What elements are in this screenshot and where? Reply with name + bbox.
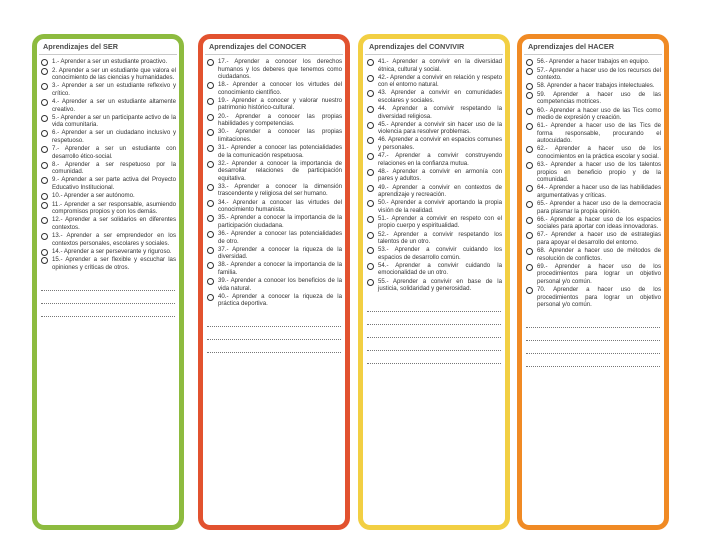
checklist-item-text: 56.- Aprender a hacer trabajos en equipo. [537,58,650,65]
checkbox-circle-icon[interactable] [207,82,214,89]
checklist-item-text: 47.- Aprender a convivir construyendo relaciones en la confianza mutua. [378,152,502,167]
checklist-item [40,58,176,66]
checkbox-circle-icon[interactable] [367,263,374,270]
checkbox-circle-icon[interactable] [367,169,374,176]
checklist-item-text: 57.- Aprender a hacer uso de los recursos del contexto. [537,66,661,82]
checklist-item [206,58,342,81]
checklist-item [366,89,502,104]
checklist-item-text: 52.- Aprender a convivir respetando los talentos de un otro. [378,230,502,246]
dotted-writing-line[interactable] [41,291,175,304]
checklist [37,55,179,271]
checklist-item-text: 19.- Aprender a conocer y valorar nuestro patrimonio histórico-cultural. [218,96,342,112]
checklist-item-text: 31.- Aprender a conocer las potencialidades de la comunicación respetuosa. [218,143,342,159]
checklist-item [525,67,661,82]
checkbox-circle-icon[interactable] [526,146,533,153]
checkbox-circle-icon[interactable] [207,98,214,105]
checklist-item-text: 6.- Aprender a ser un ciudadano inclusivo y respetuoso. [52,129,176,144]
checklist-item-text: 36.- Aprender a conocer las potencialidades de otro. [218,229,342,245]
checklist-item [206,277,342,292]
checklist-item [525,145,661,160]
checklist-item [206,246,342,261]
checklist-item-text: 30.- Aprender a conocer las propias limitaciones. [218,128,342,143]
writing-lines [363,293,505,364]
checkbox-circle-icon[interactable] [41,202,48,209]
dotted-writing-line[interactable] [526,341,660,354]
checkbox-circle-icon[interactable] [526,108,533,115]
checklist-item [525,184,661,199]
dotted-writing-line[interactable] [41,304,175,317]
checkbox-circle-icon[interactable] [41,99,48,106]
checklist-item-text: 62.- Aprender a hacer uso de los conocimientos en la práctica escolar y social. [537,145,661,161]
checklist-item [525,58,661,66]
checklist-item [525,122,661,145]
checklist-item [366,136,502,151]
checkbox-circle-icon[interactable] [41,162,48,169]
checkbox-circle-icon[interactable] [41,193,48,200]
checklist-item [366,278,502,293]
checklist-item-text: 69.- Aprender a hacer uso de los procedimientos para lograr un objetivo personal y/o común. [537,262,661,285]
checkbox-circle-icon[interactable] [41,115,48,122]
checklist-item [366,168,502,183]
checklist-item-text: 58. Aprender a hacer trabajos intelectuales. [537,82,655,90]
card-title: Aprendizajes del SER [39,39,177,55]
checklist-item-text: 51.- Aprender a convivir en respeto con el propio cuerpo y espiritualidad. [378,214,502,230]
dotted-writing-line[interactable] [526,354,660,367]
checkbox-circle-icon[interactable] [207,161,214,168]
dotted-writing-line[interactable] [367,351,501,364]
checklist-item-text: 66.- Aprender a hacer uso de los espacios sociales para aportar con ideas innovadoras. [537,215,661,231]
checklist-item [525,161,661,184]
dotted-writing-line[interactable] [526,315,660,328]
checklist-item-text: 45.- Aprender a convivir sin hacer uso de la violencia para resolver problemas. [378,120,502,136]
card-convivir [358,34,510,530]
card-title: Aprendizajes del CONVIVIR [365,39,503,55]
checklist-item [206,230,342,245]
checklist-item [366,184,502,199]
checkbox-circle-icon[interactable] [367,232,374,239]
checklist-item [366,262,502,277]
dotted-writing-line[interactable] [367,325,501,338]
checklist-item [366,231,502,246]
checklist-item [40,256,176,271]
checklist-item [366,74,502,89]
checkbox-circle-icon[interactable] [207,278,214,285]
checklist-item [206,160,342,183]
writing-lines [203,308,345,353]
checklist-item [40,114,176,129]
checklist-item [40,176,176,191]
checklist-item [206,144,342,159]
checklist-item-text: 46. Aprender a convivir en espacios comunes y personales. [378,136,502,151]
checklist-item [525,82,661,90]
checkbox-circle-icon[interactable] [526,68,533,75]
checklist-item-text: 39.- Aprender a conocer los beneficios de la vida natural. [218,277,342,292]
card-title: Aprendizajes del CONOCER [205,39,343,55]
checklist-item-text: 9.- Aprender a ser parte activa del Proyecto Educativo Institucional. [52,176,176,191]
checkbox-circle-icon[interactable] [41,249,48,256]
checklist-item [525,286,661,309]
checklist-item [206,214,342,229]
dotted-writing-line[interactable] [41,278,175,291]
checklist-item-text: 5.- Aprender a ser un participante activo de la vida comunitaria. [52,113,176,129]
checklist-item-text: 68. Aprender a hacer uso de métodos de resolución de conflictos. [537,247,661,262]
checklist-item [40,67,176,82]
checklist-item [525,200,661,215]
checkbox-circle-icon[interactable] [41,217,48,224]
checkbox-circle-icon[interactable] [41,233,48,240]
dotted-writing-line[interactable] [207,314,341,327]
checkbox-circle-icon[interactable] [526,92,533,99]
checklist-item-text: 34.- Aprender a conocer las virtudes del conocimiento humanista. [218,198,342,214]
card-hacer [517,34,669,530]
checklist [522,55,664,309]
checkbox-circle-icon[interactable] [526,59,533,66]
dotted-writing-line[interactable] [207,340,341,353]
checklist-item-text: 61.- Aprender a hacer uso de las Tics de forma responsable, procurando el autocuidado. [537,122,661,145]
checkbox-circle-icon[interactable] [526,232,533,239]
checklist-item [366,152,502,167]
checkbox-circle-icon[interactable] [367,122,374,129]
checkbox-circle-icon[interactable] [367,106,374,113]
checkbox-circle-icon[interactable] [526,264,533,271]
checkbox-circle-icon[interactable] [207,231,214,238]
checkbox-circle-icon[interactable] [207,114,214,121]
checkbox-circle-icon[interactable] [367,153,374,160]
checklist-item [525,247,661,262]
checkbox-circle-icon[interactable] [367,90,374,97]
checkbox-circle-icon[interactable] [41,257,48,264]
checklist-item-text: 2. Aprender a ser un estudiante que valora el conocimiento de las ciencias y humanidades. [52,66,176,82]
checklist-item [366,215,502,230]
checkbox-circle-icon[interactable] [41,83,48,90]
checkbox-circle-icon[interactable] [207,59,214,66]
checkbox-circle-icon[interactable] [41,146,48,153]
checkbox-circle-icon[interactable] [526,201,533,208]
checklist-item-text: 38.- Aprender a conocer la importancia de la familia. [218,261,342,276]
writing-lines [37,272,179,317]
checklist-item-text: 12.- Aprender a ser solidarios en diferentes contextos. [52,216,176,231]
checklist-item-text: 70. Aprender a hacer uso de los procedimientos para lograr un objetivo personal y/o común. [537,286,661,309]
checkbox-circle-icon[interactable] [367,279,374,286]
checkbox-circle-icon[interactable] [526,217,533,224]
checklist-item [206,293,342,308]
checklist-item-text: 32.- Aprender a conocer la importancia de desarrollar relaciones de participación equitativa. [218,159,342,182]
checklist-item-text: 64.- Aprender a hacer uso de las habilidades argumentativas y críticas. [537,184,661,199]
checklist-item [206,113,342,128]
checklist-item [206,128,342,143]
checkbox-circle-icon[interactable] [207,200,214,207]
checklist-item-text: 67.- Aprender a hacer uso de estrategias para apoyar el desarrollo del entorno. [537,231,661,247]
checkbox-circle-icon[interactable] [41,68,48,75]
checklist [363,55,505,293]
checkbox-circle-icon[interactable] [367,200,374,207]
checklist-item-text: 10.- Aprender a ser autónomo. [52,192,135,200]
checklist-item-text: 35.- Aprender a conocer la importancia de la participación ciudadana. [218,214,342,229]
checklist-item-text: 65.- Aprender a hacer uso de la democracia para plasmar la propia opinión. [537,200,661,215]
checkbox-circle-icon[interactable] [207,215,214,222]
checklist-item-text: 15.- Aprender a ser flexible y escuchar las opiniones y críticas de otros. [52,256,176,271]
checklist-item [40,232,176,247]
checkbox-circle-icon[interactable] [207,184,214,191]
card-title: Aprendizajes del HACER [524,39,662,55]
checkbox-circle-icon[interactable] [207,247,214,254]
checklist-item-text: 13.- Aprender a ser emprendedor en los contextos personales, escolares y sociales. [52,232,176,247]
checkbox-circle-icon[interactable] [367,137,374,144]
checklist-item [366,121,502,136]
checklist [203,55,345,308]
checkbox-circle-icon[interactable] [526,83,533,90]
checkbox-circle-icon[interactable] [526,162,533,169]
checklist-item [40,201,176,216]
checkbox-circle-icon[interactable] [367,185,374,192]
checklist-item-text: 48.- Aprender a convivir en armonía con pares y adultos. [378,167,502,183]
checklist-item [525,107,661,122]
checkbox-circle-icon[interactable] [207,262,214,269]
checkbox-circle-icon[interactable] [526,185,533,192]
checklist-item-text: 41.- Aprender a convivir en la diversidad étnica, cultural y social. [378,58,502,73]
checklist-item-text: 17.- Aprender a conocer los derechos humanos y los deberes que tenemos como ciudadanos. [218,58,342,81]
checkbox-circle-icon[interactable] [367,247,374,254]
checklist-item [366,199,502,214]
checklist-item-text: 7.- Aprender a ser un estudiante con desarrollo ético-social. [52,145,176,160]
checkbox-circle-icon[interactable] [41,59,48,66]
checklist-item [206,81,342,96]
checklist-item-text: 53.- Aprender a convivir cuidando los espacios de desarrollo común. [378,246,502,261]
checklist-item-text: 40.- Aprender a conocer la riqueza de la práctica deportiva. [218,292,342,308]
card-ser [32,34,184,530]
checklist-item [525,216,661,231]
card-conocer [198,34,350,530]
dotted-writing-line[interactable] [207,327,341,340]
checklist-item [525,231,661,246]
checkbox-circle-icon[interactable] [207,145,214,152]
checklist-item [40,216,176,231]
checklist-item [366,58,502,73]
checkbox-circle-icon[interactable] [367,216,374,223]
checklist-item-text: 11.- Aprender a ser responsable, asumiendo compromisos propios y con los demás. [52,200,176,216]
checkbox-circle-icon[interactable] [207,294,214,301]
checklist-item [206,261,342,276]
writing-lines [522,309,664,367]
checklist-item-text: 50.- Aprender a convivir aportando la propia visión de la realidad. [378,199,502,214]
checklist-item [206,199,342,214]
checklist-item-text: 43. Aprender a convivir en comunidades escolares y sociales. [378,89,502,104]
dotted-writing-line[interactable] [526,328,660,341]
checklist-item [525,263,661,286]
checkbox-circle-icon[interactable] [41,177,48,184]
checklist-item-text: 18.- Aprender a conocer los virtudes del conocimiento científico. [218,81,342,96]
dotted-writing-line[interactable] [367,338,501,351]
checkbox-circle-icon[interactable] [367,75,374,82]
checklist-item-text: 42.- Aprender a convivir en relación y respeto con el entorno natural. [378,73,502,89]
checklist-item-text: 20.- Aprender a conocer las propias habilidades y competencias. [218,112,342,128]
checklist-item [40,161,176,176]
checklist-item-text: 60.- Aprender a hacer uso de las Tics como medio de expresión y creación. [537,106,661,122]
checklist-item-text: 8.- Aprender a ser respetuoso por la comunidad. [52,160,176,176]
checkbox-circle-icon[interactable] [41,130,48,137]
checklist-item [525,91,661,106]
checklist-item-text: 37.- Aprender a conocer la riqueza de la diversidad. [218,245,342,261]
dotted-writing-line[interactable] [367,312,501,325]
checkbox-circle-icon[interactable] [207,129,214,136]
checklist-item-text: 4.- Aprender a ser un estudiante altamente creativo. [52,97,176,113]
checklist-item [206,183,342,198]
checklist-item-text: 3.- Aprender a ser un estudiante reflexivo y crítico. [52,82,176,97]
checklist-item-text: 1.- Aprender a ser un estudiante proactivo. [52,58,168,65]
checkbox-circle-icon[interactable] [526,248,533,255]
dotted-writing-line[interactable] [367,299,501,312]
checklist-item [366,105,502,120]
checklist-item-text: 59. Aprender a hacer uso de las competencias motrices. [537,90,661,106]
checklist-item [40,98,176,113]
checkbox-circle-icon[interactable] [526,123,533,130]
checklist-item [40,248,176,256]
checkbox-circle-icon[interactable] [367,59,374,66]
checklist-item [40,129,176,144]
checkbox-circle-icon[interactable] [526,287,533,294]
checklist-item [40,145,176,160]
checklist-item [206,97,342,112]
checklist-item [40,192,176,200]
checklist-item-text: 14.- Aprender a ser perseverante y riguroso. [52,247,172,255]
checklist-item-text: 55.- Aprender a convivir en base de la justicia, solidaridad y generosidad. [378,277,502,293]
checklist-item-text: 54.- Aprender a convivir cuidando la emocionalidad de un otro. [378,261,502,277]
checklist-item-text: 44. Aprender a convivir respetando la diversidad religiosa. [378,105,502,120]
checklist-item [366,246,502,261]
checklist-item [40,82,176,97]
checklist-item-text: 63.- Aprender a hacer uso de los talentos propios en beneficio propio y de la comunidad. [537,161,661,184]
checklist-item-text: 49.- Aprender a convivir en contextos de aprendizaje y recreación. [378,183,502,199]
checklist-item-text: 33.- Aprender a conocer la dimensión trascendente y religiosa del ser humano. [218,182,342,198]
